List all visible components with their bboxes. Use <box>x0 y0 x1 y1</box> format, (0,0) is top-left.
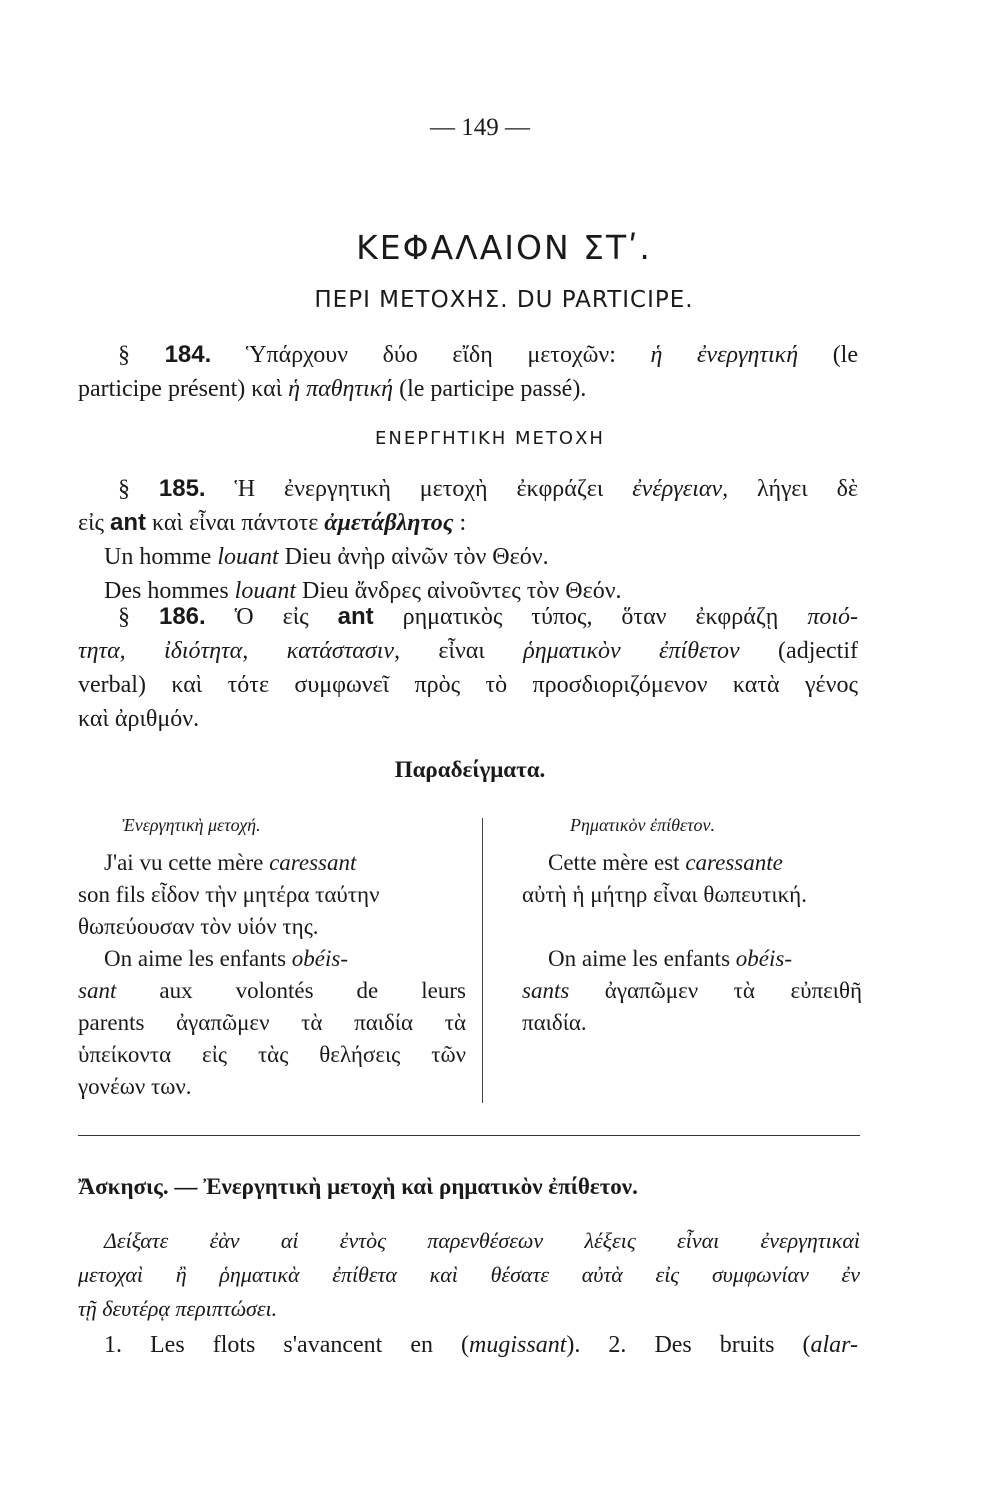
left-line-4-start: On aime les enfants <box>104 946 292 971</box>
page-number: — 149 — <box>430 114 530 141</box>
term-active: ἡ ἐνεργητική <box>650 342 799 368</box>
paragraph-sign: § <box>118 604 130 630</box>
term-invariable: ἀμετάβλητος <box>324 510 454 536</box>
right-line-3-italic: obéis- <box>735 946 792 971</box>
right-example-line <box>548 847 862 879</box>
section-185-line-2-mid: καὶ εἶναι πάντοτε <box>146 510 325 536</box>
examples-heading: Παραδείγματα. <box>394 757 546 782</box>
paragraph-sign: § <box>118 476 130 502</box>
exercise-instructions <box>78 1224 860 1326</box>
left-line-1-start: J'ai vu cette mère <box>104 850 270 875</box>
term-quality: ποιό- <box>807 604 858 630</box>
section-185-line-2-end: : <box>453 510 467 536</box>
examples-left-title: Ἐνεργητικὴ μετοχή. <box>122 815 261 835</box>
chapter-title: ΚΕΦΑΛΑΙΟΝ ΣΤʹ. <box>356 228 652 267</box>
right-line-3-start: On aime les enfants <box>548 946 736 971</box>
exercise-items-line <box>104 1328 858 1362</box>
section-186-line-4: καὶ ἀριθμόν. <box>78 706 200 732</box>
item-1-italic: mugissant <box>469 1332 567 1358</box>
section-185-line-2 <box>78 506 858 540</box>
section-184-line-1 <box>78 338 858 372</box>
example-end: Dieu ἄνδρες αἰνοῦντες τὸν Θεόν. <box>296 578 622 604</box>
section-185-line-2-start: εἰς <box>78 510 111 536</box>
section-185-text-end: λήγει δὲ <box>728 476 858 502</box>
section-186 <box>78 600 858 736</box>
item-1-start: Les flots s'avancent en ( <box>122 1332 470 1358</box>
example-italic: louant <box>234 578 296 604</box>
item-1-end: ). <box>566 1332 581 1358</box>
section-185-text: Ἡ ἐνεργητικὴ μετοχὴ ἐκφράζει <box>205 476 633 502</box>
horizontal-rule <box>78 1135 860 1136</box>
right-example-line: αὐτὴ ἡ μήτηρ εἶναι θωπευτική. <box>522 882 807 907</box>
section-number: 185. <box>158 475 206 502</box>
suffix-ant: ant <box>337 603 374 630</box>
left-example-line: son fils εἶδον τὴν μητέρα ταύτην <box>78 882 380 907</box>
left-example-line: θωπεύουσαν τὸν υἱόν της. <box>78 914 319 939</box>
paragraph-sign: § <box>118 342 130 368</box>
section-number: 184. <box>164 341 212 368</box>
section-186-line-2-mid: εἶναι <box>400 638 524 664</box>
right-line-4-italic: sants <box>522 978 570 1003</box>
section-185 <box>78 472 858 608</box>
left-line-5-end: aux volontés de leurs <box>116 978 466 1003</box>
section-186-line-2 <box>78 634 858 668</box>
section-184 <box>78 338 858 406</box>
term-list: τητα, ἰδιότητα, κατάστασιν, <box>78 638 401 664</box>
item-number: 1. <box>104 1332 122 1358</box>
section-184-line-2-start: participe présent) καὶ <box>78 376 289 402</box>
examples-right-title: Ρηματικὸν ἐπίθετον. <box>570 815 715 835</box>
section-186-text: Ὁ εἰς <box>205 604 338 630</box>
column-divider <box>482 818 483 1103</box>
item-number: 2. <box>608 1332 627 1358</box>
chapter-subtitle: ΠΕΡΙ ΜΕΤΟΧΗΣ. DU PARTICIPE. <box>314 287 694 313</box>
section-185-line-1 <box>78 472 858 506</box>
exercise-heading: Ἄσκησις. — Ἐνεργητικὴ μετοχὴ καὶ ρηματικὸν ἐπίθετον. <box>78 1174 638 1199</box>
section-heading: ΕΝΕΡΓΗΤΙΚΗ ΜΕΤΟΧΗ <box>375 428 605 449</box>
section-184-line-2-end: (le participe passé). <box>393 376 587 402</box>
item-2-start: Des bruits ( <box>626 1332 811 1358</box>
instruction-line: Δείξατε ἐὰν αἱ ἐντὸς παρενθέσεων λέξεις εἶναι ἐνεργητικαὶ <box>104 1228 860 1253</box>
left-example-line <box>78 975 466 1007</box>
section-186-line-1 <box>78 600 858 634</box>
section-184-line-2 <box>78 372 858 406</box>
example-end: Dieu ἀνὴρ αἰνῶν τὸν Θεόν. <box>278 544 549 570</box>
right-line-4-end: ἀγαπῶμεν τὰ εὐπειθῆ <box>569 978 862 1003</box>
right-example-line: παιδία. <box>522 1010 587 1035</box>
left-line-4-italic: obéis- <box>291 946 348 971</box>
section-186-line-2-end: (adjectif <box>739 638 859 664</box>
right-example-spacer <box>522 911 862 943</box>
item-2-italic: alar- <box>810 1332 859 1358</box>
example-start: Un homme <box>104 544 218 570</box>
examples-right-column <box>522 847 862 1039</box>
left-example-line: ὑπείκοντα εἰς τὰς θελήσεις τῶν <box>78 1042 466 1067</box>
right-example-line <box>548 943 862 975</box>
left-line-5-italic: sant <box>78 978 117 1003</box>
section-186-line-3: verbal) καὶ τότε συμφωνεῖ πρὸς τὸ προσδιοριζόμενον κατὰ γένος <box>78 672 858 698</box>
section-186-text-mid: ρηματικὸς τύπος, ὅταν ἐκφράζῃ <box>373 604 808 630</box>
section-number: 186. <box>158 603 206 630</box>
term-verbal-adjective: ῥηματικὸν ἐπίθετον <box>523 638 740 664</box>
suffix-ant: ant <box>110 509 147 536</box>
section-184-text: Ὑπάρχουν δύο εἴδη μετοχῶν: <box>245 342 651 368</box>
example-start: Des hommes <box>104 578 235 604</box>
right-line-1-italic: caressante <box>685 850 783 875</box>
left-line-1-italic: caressant <box>269 850 357 875</box>
right-example-line <box>522 975 862 1007</box>
term-passive: ἡ παθητική <box>288 376 394 402</box>
exercise-items <box>78 1328 858 1362</box>
left-example-line: parents ἀγαπῶμεν τὰ παιδία τὰ <box>78 1010 466 1035</box>
instruction-line: τῇ δευτέρᾳ περιπτώσει. <box>78 1296 278 1321</box>
instruction-line: μετοχαὶ ἢ ῥηματικὰ ἐπίθετα καὶ θέσατε αὐτὰ εἰς συμφωνίαν ἐν <box>78 1262 860 1287</box>
term-energeia: ἐνέργειαν, <box>632 476 729 502</box>
left-example-line <box>104 847 466 879</box>
left-example-line: γονέων των. <box>78 1074 192 1099</box>
section-184-text-end: (le <box>798 342 858 368</box>
example-line <box>104 540 858 574</box>
example-italic: louant <box>217 544 279 570</box>
examples-left-column <box>78 847 466 1103</box>
left-example-line <box>104 943 466 975</box>
right-line-1-start: Cette mère est <box>548 850 686 875</box>
